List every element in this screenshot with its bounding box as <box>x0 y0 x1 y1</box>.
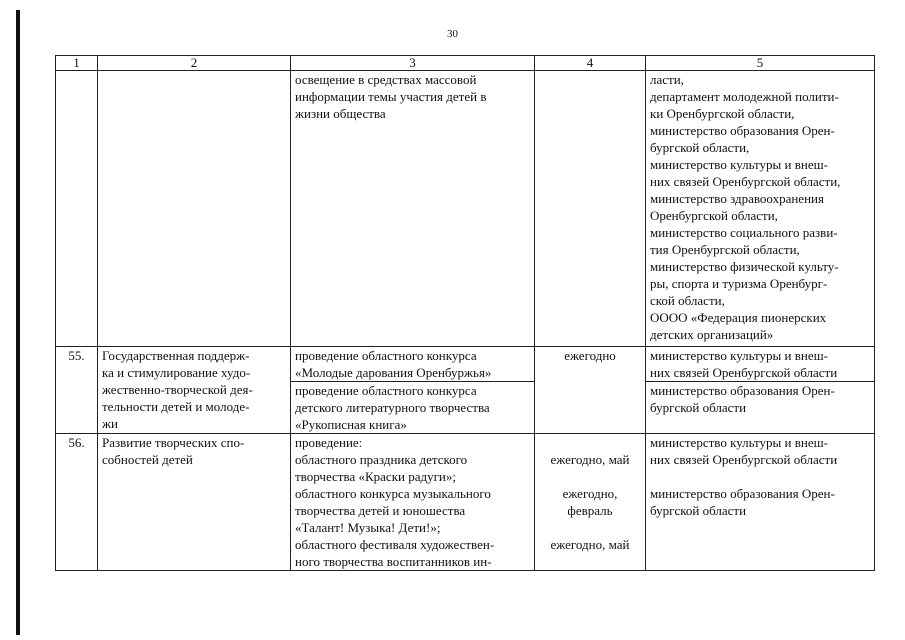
text-line: ки Оренбургской области, <box>650 106 795 121</box>
text-line: тельности детей и молоде- <box>102 399 250 414</box>
text-line: ской области, <box>650 293 725 308</box>
binding-edge-line <box>16 10 20 635</box>
term-cell <box>535 434 646 571</box>
text-line: «Молодые дарования Оренбуржья» <box>295 365 492 380</box>
event-item <box>291 382 534 433</box>
row-number-cell <box>56 71 98 347</box>
org-item <box>646 382 874 416</box>
text-line: ка и стимулирование худо- <box>102 365 251 380</box>
text-line: ОООО «Федерация пионерских <box>650 310 827 325</box>
text-line: министерство здравоохранения <box>650 191 824 206</box>
text-line: Развитие творческих спо- <box>102 435 245 450</box>
text-line: министерство культуры и внеш- <box>650 435 828 450</box>
header-col-4: 4 <box>535 56 646 71</box>
text-line: областного конкурса музыкального <box>295 486 491 501</box>
row-number-cell: 56. <box>56 434 98 571</box>
row-number-cell: 55. <box>56 347 98 434</box>
text-line: детского литературного творчества <box>295 400 490 415</box>
text-line: министерство образования Орен- <box>650 383 835 398</box>
text-line: министерство культуры и внеш- <box>650 157 828 172</box>
text-line: бургской области <box>650 400 747 415</box>
text-line: освещение в средствах массовой <box>295 72 477 87</box>
text-line: областного фестиваля художествен- <box>295 537 495 552</box>
table-header-row <box>56 56 875 71</box>
text-line: ного творчества воспитанников ин- <box>295 554 492 569</box>
spacer <box>650 468 870 485</box>
org-item <box>646 347 874 382</box>
text-line: бургской области, <box>650 140 750 155</box>
text-line: жественно-творческой дея- <box>102 382 253 397</box>
activity-title-cell <box>98 434 291 571</box>
text-line: министерство физической культу- <box>650 259 839 274</box>
page-number: 30 <box>447 28 458 40</box>
responsible-org-cell <box>646 347 875 434</box>
text-line: проведение областного конкурса <box>295 348 477 363</box>
text-line: жизни общества <box>295 106 386 121</box>
text-line: ласти, <box>650 72 684 87</box>
text-line: министерство культуры и внеш- <box>650 348 828 363</box>
table-row-continuation <box>56 71 875 347</box>
header-col-1: 1 <box>56 56 98 71</box>
text-line: министерство образования Орен- <box>650 123 835 138</box>
activity-events-cell <box>291 71 535 347</box>
table-row-55 <box>56 347 875 434</box>
activity-events-cell <box>291 434 535 571</box>
text-line: «Талант! Музыка! Дети!»; <box>295 520 441 535</box>
header-col-5: 5 <box>646 56 875 71</box>
text-line: тия Оренбургской области, <box>650 242 800 257</box>
text-line: жи <box>102 416 118 431</box>
text-line: бургской области <box>650 503 747 518</box>
text-line: проведение областного конкурса <box>295 383 477 398</box>
text-line: областного праздника детского <box>295 452 468 467</box>
text-line: министерство образования Орен- <box>650 486 835 501</box>
text-line: Государственная поддерж- <box>102 348 250 363</box>
header-col-2: 2 <box>98 56 291 71</box>
responsible-org-cell <box>646 434 875 571</box>
text-line: ежегодно, <box>562 486 618 501</box>
text-line: ежегодно, май <box>550 452 630 467</box>
activity-title-cell <box>98 71 291 347</box>
text-line: февраль <box>567 503 613 518</box>
text-line: информации темы участия детей в <box>295 89 487 104</box>
text-line: Оренбургской области, <box>650 208 778 223</box>
responsible-org-cell <box>646 71 875 347</box>
activity-title-cell <box>98 347 291 434</box>
text-line: «Рукописная книга» <box>295 417 407 432</box>
text-line: собностей детей <box>102 452 193 467</box>
text-line: проведение: <box>295 435 363 450</box>
text-line: них связей Оренбургской области, <box>650 174 841 189</box>
term-cell: ежегодно <box>535 347 646 434</box>
text-line: детских организаций» <box>650 327 774 342</box>
header-col-3: 3 <box>291 56 535 71</box>
event-item <box>291 347 534 382</box>
text-line: ры, спорта и туризма Оренбург- <box>650 276 828 291</box>
term-cell <box>535 71 646 347</box>
text-line: департамент молодежной полити- <box>650 89 839 104</box>
text-line: министерство социального разви- <box>650 225 838 240</box>
text-line: них связей Оренбургской области <box>650 452 838 467</box>
spacer <box>539 434 641 451</box>
activity-events-cell <box>291 347 535 434</box>
spacer <box>539 468 641 485</box>
text-line: ежегодно, май <box>550 537 630 552</box>
spacer <box>539 519 641 536</box>
table-row-56 <box>56 434 875 571</box>
text-line: них связей Оренбургской области <box>650 365 838 380</box>
text-line: творчества детей и юношества <box>295 503 466 518</box>
document-table <box>55 55 875 571</box>
text-line: творчества «Краски радуги»; <box>295 469 456 484</box>
